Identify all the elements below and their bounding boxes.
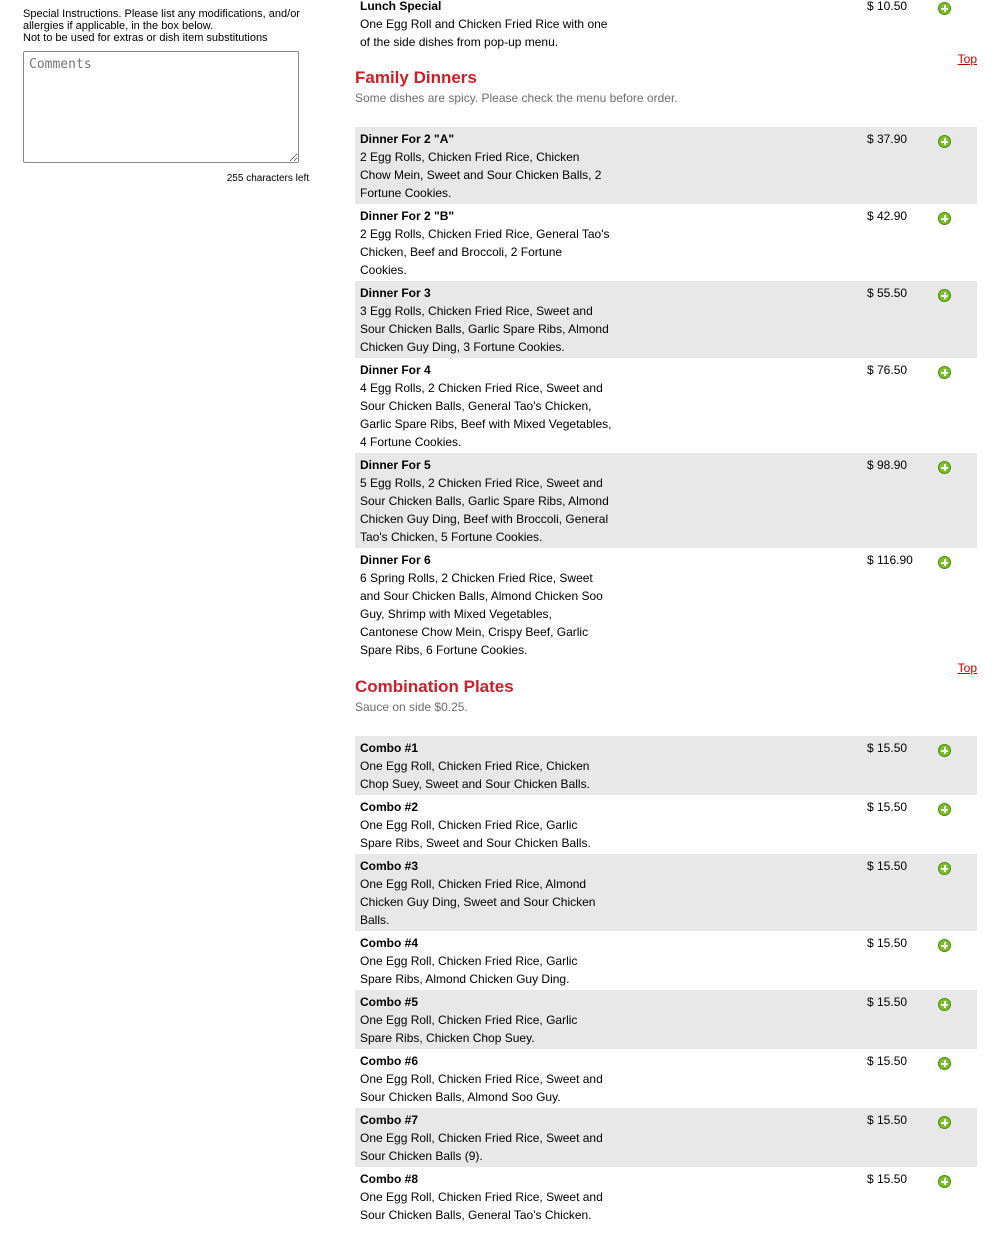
item-name: Combo #3 xyxy=(360,859,419,873)
menu-item xyxy=(355,736,977,795)
item-name: Dinner For 6 xyxy=(360,553,431,567)
add-item-icon[interactable] xyxy=(938,135,951,148)
special-instructions-panel xyxy=(23,8,313,184)
item-name: Dinner For 2 "B" xyxy=(360,209,455,223)
menu-item xyxy=(355,1049,977,1108)
menu-item-lunch-special xyxy=(355,0,977,52)
instructions-line-1: Special Instructions. Please list any modifications, and/or allergies if applicable, in the box below. xyxy=(23,8,300,32)
section-family-dinners xyxy=(355,68,977,105)
item-description: One Egg Roll and Chicken Fried Rice with one of the side dishes from pop-up menu. xyxy=(360,17,608,49)
menu-item xyxy=(355,990,977,1049)
item-price: $ 15.50 xyxy=(867,995,908,1009)
item-price: $ 98.90 xyxy=(867,458,908,472)
add-item-icon[interactable] xyxy=(938,939,951,952)
item-price: $ 15.50 xyxy=(867,1172,908,1186)
item-description: 6 Spring Rolls, 2 Chicken Fried Rice, Sweet and Sour Chicken Balls, Almond Chicken Soo Guy, Shrimp with Mixed Vegetables, Cantonese Chow Mein, Crispy Beef, Garlic Spare Ribs, 6 Fortune Cookies. xyxy=(360,571,603,657)
item-price: $ 15.50 xyxy=(867,936,908,950)
item-description: One Egg Roll, Chicken Fried Rice, Sweet and Sour Chicken Balls, General Tao's Chicken. xyxy=(360,1190,603,1222)
item-price: $ 116.90 xyxy=(867,553,913,567)
item-name: Combo #6 xyxy=(360,1054,419,1068)
item-price: $ 15.50 xyxy=(867,1113,908,1127)
item-description: 3 Egg Rolls, Chicken Fried Rice, Sweet and Sour Chicken Balls, Garlic Spare Ribs, Almond Chicken Guy Ding, 3 Fortune Cookies. xyxy=(360,304,609,354)
add-item-icon[interactable] xyxy=(938,2,951,15)
instructions-text xyxy=(23,8,313,44)
item-name: Combo #8 xyxy=(360,1172,419,1186)
item-price: $ 55.50 xyxy=(867,286,908,300)
add-item-icon[interactable] xyxy=(938,461,951,474)
item-description: One Egg Roll, Chicken Fried Rice, Almond Chicken Guy Ding, Sweet and Sour Chicken Balls. xyxy=(360,877,596,927)
comments-textarea[interactable] xyxy=(23,51,299,163)
item-price: $ 15.50 xyxy=(867,800,908,814)
add-item-icon[interactable] xyxy=(938,803,951,816)
add-item-icon[interactable] xyxy=(938,366,951,379)
characters-left-counter: 255 characters left xyxy=(226,173,309,184)
menu-item xyxy=(355,281,977,358)
item-description: 2 Egg Rolls, Chicken Fried Rice, Chicken Chow Mein, Sweet and Sour Chicken Balls, 2 Fortune Cookies. xyxy=(360,150,602,200)
menu-item xyxy=(355,548,977,661)
item-price: $ 37.90 xyxy=(867,132,908,146)
section-title: Family Dinners xyxy=(355,68,477,87)
menu-item xyxy=(355,453,977,548)
item-description: 5 Egg Rolls, 2 Chicken Fried Rice, Sweet and Sour Chicken Balls, Garlic Spare Ribs, Almond Chicken Guy Ding, Beef with Broccoli, General Tao's Chicken, 5 Fortune Cookies. xyxy=(360,476,609,544)
item-description: One Egg Roll, Chicken Fried Rice, Chicken Chop Suey, Sweet and Sour Chicken Balls. xyxy=(360,759,590,791)
item-name: Lunch Special xyxy=(360,0,442,13)
item-name: Dinner For 2 "A" xyxy=(360,132,455,146)
add-item-icon[interactable] xyxy=(938,744,951,757)
item-description: One Egg Roll, Chicken Fried Rice, Garlic Spare Ribs, Almond Chicken Guy Ding. xyxy=(360,954,578,986)
item-name: Combo #5 xyxy=(360,995,419,1009)
menu-item xyxy=(355,854,977,931)
menu-item xyxy=(355,127,977,204)
item-name: Dinner For 4 xyxy=(360,363,431,377)
top-link[interactable]: Top xyxy=(957,52,977,66)
item-name: Combo #2 xyxy=(360,800,419,814)
item-description: One Egg Roll, Chicken Fried Rice, Sweet and Sour Chicken Balls (9). xyxy=(360,1131,603,1163)
family-dinners-list xyxy=(355,127,977,661)
menu-item xyxy=(355,931,977,990)
item-name: Combo #4 xyxy=(360,936,419,950)
item-price: $ 15.50 xyxy=(867,859,908,873)
item-name: Combo #1 xyxy=(360,741,419,755)
add-item-icon[interactable] xyxy=(938,1057,951,1070)
item-name: Combo #7 xyxy=(360,1113,419,1127)
add-item-icon[interactable] xyxy=(938,998,951,1011)
menu-item xyxy=(355,1108,977,1167)
item-name: Dinner For 5 xyxy=(360,458,431,472)
item-price: $ 10.50 xyxy=(867,0,908,13)
item-price: $ 15.50 xyxy=(867,741,908,755)
combination-plates-list xyxy=(355,736,977,1244)
add-item-icon[interactable] xyxy=(938,556,951,569)
item-description: 4 Egg Rolls, 2 Chicken Fried Rice, Sweet and Sour Chicken Balls, General Tao's Chicken, Garlic Spare Ribs, Beef with Mixed Vegetables, 4 Fortune Cookies. xyxy=(360,381,612,449)
add-item-icon[interactable] xyxy=(938,862,951,875)
item-price: $ 15.50 xyxy=(867,1054,908,1068)
top-link[interactable]: Top xyxy=(957,661,977,675)
section-note: Some dishes are spicy. Please check the menu before order. xyxy=(355,91,678,105)
add-item-icon[interactable] xyxy=(938,1116,951,1129)
section-note: Sauce on side $0.25. xyxy=(355,700,468,714)
item-name: Dinner For 3 xyxy=(360,286,431,300)
menu-list xyxy=(355,0,977,1244)
item-description: One Egg Roll, Chicken Fried Rice, Garlic Spare Ribs, Chicken Chop Suey. xyxy=(360,1013,578,1045)
add-item-icon[interactable] xyxy=(938,1175,951,1188)
add-item-icon[interactable] xyxy=(938,289,951,302)
section-title: Combination Plates xyxy=(355,677,514,696)
add-item-icon[interactable] xyxy=(938,212,951,225)
menu-item xyxy=(355,358,977,453)
menu-item xyxy=(355,204,977,281)
item-description: 2 Egg Rolls, Chicken Fried Rice, General Tao's Chicken, Beef and Broccoli, 2 Fortune Cookies. xyxy=(360,227,610,277)
item-price: $ 76.50 xyxy=(867,363,908,377)
menu-item xyxy=(355,795,977,854)
instructions-line-2: Not to be used for extras or dish item substitutions xyxy=(23,32,268,44)
section-combination-plates xyxy=(355,677,977,714)
item-price: $ 42.90 xyxy=(867,209,908,223)
item-description: One Egg Roll, Chicken Fried Rice, Garlic Spare Ribs, Sweet and Sour Chicken Balls. xyxy=(360,818,591,850)
item-description: One Egg Roll, Chicken Fried Rice, Sweet and Sour Chicken Balls, Almond Soo Guy. xyxy=(360,1072,603,1104)
